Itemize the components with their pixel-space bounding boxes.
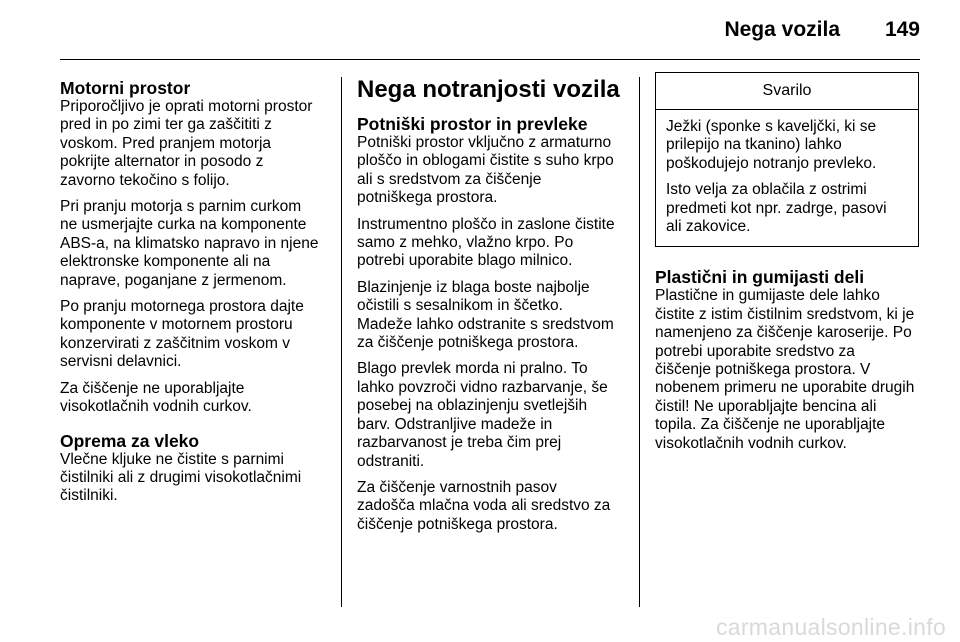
text-line: čiščenje potniškega prostora. V [655,361,871,379]
paragraph [60,98,330,190]
text-line: Madeže lahko odstranite s sredstvom [357,315,614,333]
paragraph [357,360,629,470]
text-line: namenjeno za čiščenje karoserije. Po [655,324,912,342]
text-line: ali s sredstvom za čiščenje [357,170,542,188]
text-line: poškodujejo notranjo prevleko. [666,154,877,172]
column-2 [357,62,629,542]
text-line: nobenem primeru ne uporabite drugih [655,379,915,397]
text-line: Plastične in gumijaste dele lahko [655,287,880,305]
column-divider-1 [341,77,342,607]
paragraph [60,298,330,372]
text-line: voskom. Pred pranjem motorja [60,134,272,152]
warning-body [656,110,918,246]
paragraph [666,181,910,236]
text-line: elektronske komponente ali na [60,253,271,271]
text-line: Potniški prostor vključno z armaturno [357,134,612,151]
text-line: Isto velja za oblačila z ostrimi [666,181,867,199]
text-line: ABS-a, na klimatsko napravo in njene [60,234,319,252]
paragraph [655,287,927,453]
text-line: prilepijo na tkanino) lahko [666,136,842,154]
text-line: čistilniki ali z drugimi visokotlačnimi [60,468,302,486]
paragraph [60,451,330,506]
section-heading-cabin: Potniški prostor in prevleke [357,114,588,134]
text-line: lahko povzroči vidno razbarvanje, še [357,378,608,396]
text-line: Za čiščenje varnostnih pasov [357,478,557,496]
text-line: Pri pranju motorja s parnim curkom [60,198,302,216]
text-line: visokotlačnih vodnih curkov. [655,434,847,452]
text-line: komponente v motornem prostoru [60,316,293,334]
text-line: Vlečne kljuke ne čistite s parnimi [60,450,284,468]
text-line: čistil! Ne uporabljajte bencina ali [655,397,877,415]
watermark: carmanualsonline.info [715,614,946,640]
warning-title: Svarilo [656,73,918,110]
text-line: očistili s sesalnikom in ščetko. [357,297,563,315]
section-heading-engine: Motorni prostor [60,78,191,98]
paragraph [60,380,330,417]
column-1 [60,62,330,516]
paragraph [357,216,629,271]
text-line: barv. Odstranljive madeže in [357,415,553,433]
paragraph [60,198,330,290]
section-heading-plastic: Plastični in gumijasti deli [655,267,865,288]
paragraph [357,479,629,534]
section-towing [60,431,330,506]
text-line: Po pranju motornega prostora dajte [60,298,304,316]
text-line: pred in po zimi ter ga zaščititi z [60,116,272,134]
page-number: 149 [884,18,920,41]
column-divider-2 [639,77,640,607]
text-line: topila. Za čiščenje ne uporabljajte [655,416,886,434]
text-line: posebej na oblazinjenju svetlejših [357,397,588,415]
text-line: za čiščenje potniškega prostora. [357,334,579,352]
paragraph [357,279,629,353]
warning-box [655,72,919,247]
text-line: čistilniki. [60,487,118,505]
text-line: čistite z istim čistilnim sredstvom, ki je [655,305,915,323]
text-line: konzervirati z zaščitnim voskom v [60,334,290,352]
header-rule [60,59,920,60]
text-line: ne usmerjajte curka na komponente [60,216,307,234]
text-line: visokotlačnih vodnih curkov. [60,398,252,416]
text-line: potniškega prostora. [357,189,498,207]
text-line: razbarvanost je treba čim prej [357,434,562,452]
text-line: ali zakovice. [666,218,751,236]
section-engine [60,78,330,417]
chapter-title: Nega notranjosti vozila [357,76,620,103]
text-line: Za čiščenje ne uporabljajte [60,379,245,397]
column-3 [655,62,927,461]
text-line: ploščo in oblogami čistite s suho krpo [357,152,614,170]
text-line: potrebi uporabite blago milnico. [357,252,573,270]
text-line: predmeti kot npr. zadrge, pasovi [666,199,887,217]
text-line: servisni delavnici. [60,353,182,371]
page-header-title: Nega vozila [724,18,840,41]
text-line: pokrijte alternator in posodo z [60,153,264,171]
text-line: samo z mehko, vlažno krpo. Po [357,234,574,252]
text-line: odstraniti. [357,452,425,470]
text-line: potrebi uporabite sredstvo za [655,342,855,360]
text-line: Ježki (sponke s kaveljčki, ki se [666,118,877,135]
text-line: čiščenje potniškega prostora. [357,515,558,533]
text-line: Blazinjenje iz blaga boste najbolje [357,278,590,296]
paragraph [357,134,629,208]
text-line: Priporočljivo je oprati motorni prostor [60,98,313,115]
text-line: Instrumentno ploščo in zaslone čistite [357,215,615,233]
text-line: naprave, poganjane z jermenom. [60,271,287,289]
text-line: zadošča mlačna voda ali sredstvo za [357,497,611,515]
section-heading-towing: Oprema za vleko [60,430,200,451]
text-line: Blago prevlek morda ni pralno. To [357,360,588,378]
text-line: zavorno tekočino s folijo. [60,171,230,189]
paragraph [666,118,910,173]
